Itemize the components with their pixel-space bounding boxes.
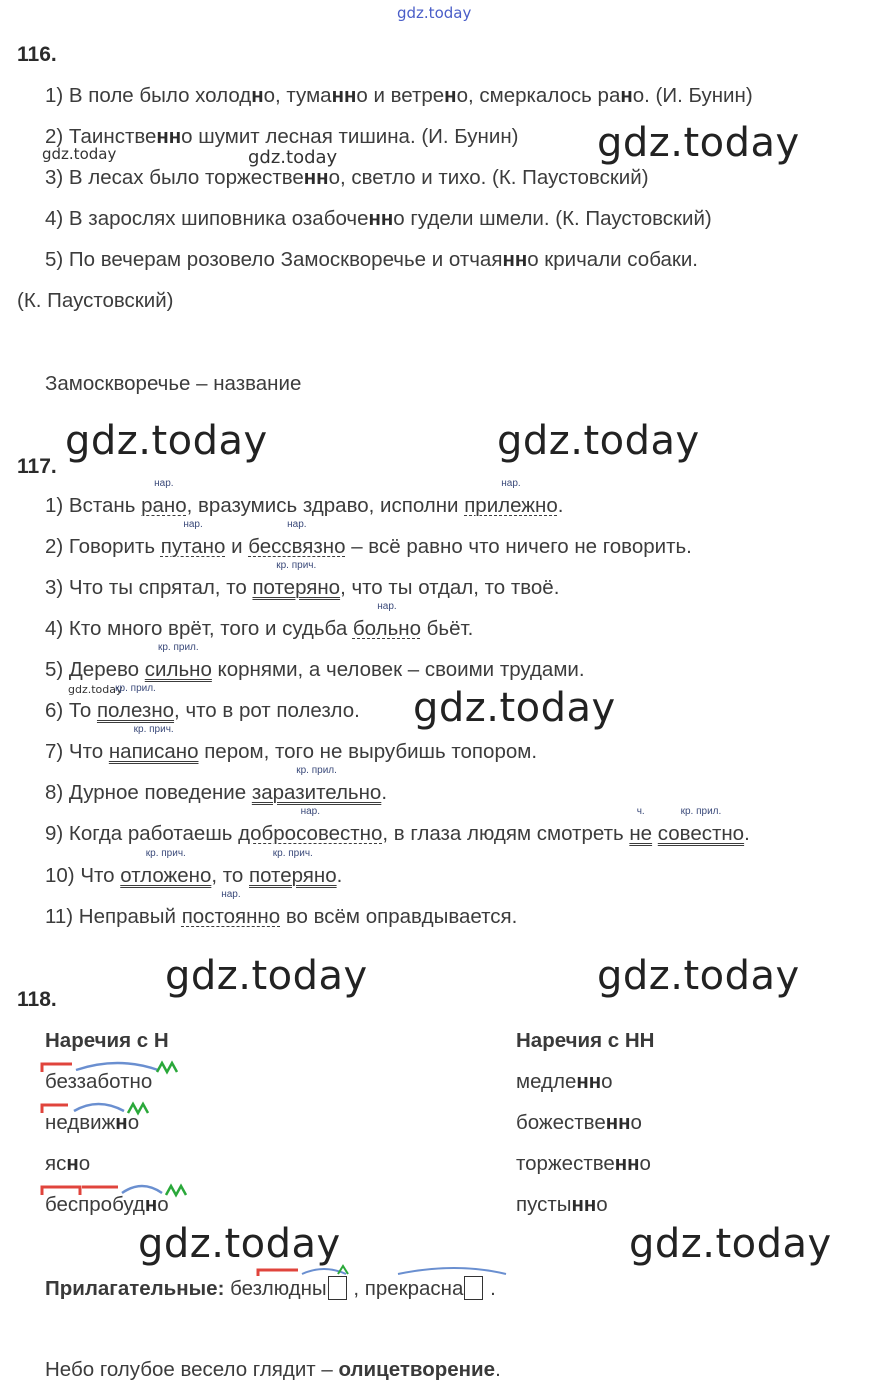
ex117-sentence-5: 5) Дерево кр. прил. сильно корнями, а человек – своими трудами. <box>45 642 585 681</box>
ex117-sentence-3: 3) Что ты спрятал, то кр. прич. потеряно, что ты отдал, то твоё. <box>45 560 560 599</box>
ex117-sentence-1: 1) Встань нар. рано, вразумись здраво, исполни нар. прилежно. <box>45 478 564 517</box>
adverb-nn-1: медленно <box>516 1070 613 1093</box>
annotated-word: нар. постоянно <box>181 889 281 928</box>
ex117-sentence-10: 10) Что кр. прич. отложено, то кр. прич. потеряно. <box>45 848 343 887</box>
ex116-sentence-1: 1) В поле было холодно, туманно и ветрено, смеркалось рано. (И. Бунин) <box>45 84 753 107</box>
annotated-word: ч. не <box>629 806 653 845</box>
adverb-nn-2: божественно <box>516 1111 642 1134</box>
adverb-n-1: беззаботно <box>45 1070 153 1093</box>
ex117-sentence-11: 11) Неправый нар. постоянно во всём оправдывается. <box>45 889 518 928</box>
annotated-word: нар. прилежно <box>464 478 558 517</box>
ex116-sentence-5: 5) По вечерам розовело Замоскворечье и отчаянно кричали собаки. <box>45 248 698 271</box>
ex116-sentence-4: 4) В зарослях шиповника озабоченно гудели шмели. (К. Паустовский) <box>45 207 712 230</box>
watermark: gdz.today <box>597 953 800 999</box>
annotated-word: кр. прил. сильно <box>144 642 212 681</box>
watermark-small: gdz.today <box>68 683 123 696</box>
adverb-nn-3: торжественно <box>516 1152 651 1175</box>
ex116-sentence-5-source: (К. Паустовский) <box>17 289 174 312</box>
watermark: gdz.today <box>629 1221 832 1267</box>
watermark-small: gdz.today <box>42 145 117 163</box>
ex117-sentence-9: 9) Когда работаешь нар. добросовестно, в глаза людям смотреть ч. не кр. прил. совестно. <box>45 806 750 845</box>
ex117-sentence-7: 7) Что кр. прич. написано пером, того не вырубишь топором. <box>45 724 538 763</box>
annotated-word: кр. прил. совестно <box>657 806 745 845</box>
ex116-sentence-2: 2) Таинственно шумит лесная тишина. (И. Бунин) <box>45 125 519 148</box>
final-sentence: Небо голубое весело глядит – олицетворение. <box>45 1358 501 1381</box>
annotated-word: нар. добросовестно <box>238 806 383 845</box>
ex117-sentence-2: 2) Говорить нар. путано и нар. бессвязно – всё равно что ничего не говорить. <box>45 519 692 558</box>
watermark: gdz.today <box>165 953 368 999</box>
top-watermark: gdz.today <box>397 4 472 22</box>
annotated-word: кр. прил. полезно <box>96 683 175 722</box>
watermark: gdz.today <box>138 1221 341 1267</box>
annotated-word: нар. больно <box>352 601 421 640</box>
watermark: gdz.today <box>65 418 268 464</box>
adverb-nn-4: пустынно <box>516 1193 608 1216</box>
left-column-header: Наречия с Н <box>45 1029 169 1052</box>
annotated-word: кр. прил. заразительно <box>251 765 382 804</box>
ex117-sentence-4: 4) Кто много врёт, того и судьба нар. больно бьёт. <box>45 601 474 640</box>
ending-box <box>464 1276 483 1300</box>
annotated-word: нар. рано <box>141 478 187 517</box>
adverb-n-4: беспробудно <box>45 1193 169 1216</box>
exercise-118-number: 118. <box>17 988 57 1011</box>
watermark: gdz.today <box>413 685 616 731</box>
ex117-sentence-8: 8) Дурное поведение кр. прил. заразительно. <box>45 765 388 804</box>
exercise-116-number: 116. <box>17 43 57 66</box>
ex117-sentence-6: 6) То кр. прил. полезно, что в рот полезло. <box>45 683 360 722</box>
adverb-n-3: ясно <box>45 1152 91 1175</box>
adjectives-line: Прилагательные: безлюдны , прекрасна . <box>45 1277 496 1300</box>
ex116-sentence-3: 3) В лесах было торжественно, светло и тихо. (К. Паустовский) <box>45 166 649 189</box>
annotated-word: кр. прич. написано <box>108 724 199 763</box>
watermark: gdz.today <box>497 418 700 464</box>
watermark-small: gdz.today <box>248 147 338 168</box>
exercise-117-number: 117. <box>17 455 57 478</box>
annotated-word: кр. прич. потеряно <box>249 848 337 887</box>
annotated-word: нар. путано <box>160 519 226 558</box>
watermark: gdz.today <box>597 120 800 166</box>
annotated-word: кр. прич. отложено <box>120 848 212 887</box>
annotated-word: кр. прич. потеряно <box>252 560 341 599</box>
ex116-note: Замоскворечье – название <box>45 372 302 395</box>
right-column-header: Наречия с НН <box>516 1029 655 1052</box>
annotated-word: нар. бессвязно <box>248 519 346 558</box>
adverb-n-2: недвижно <box>45 1111 140 1134</box>
ending-box <box>328 1276 347 1300</box>
